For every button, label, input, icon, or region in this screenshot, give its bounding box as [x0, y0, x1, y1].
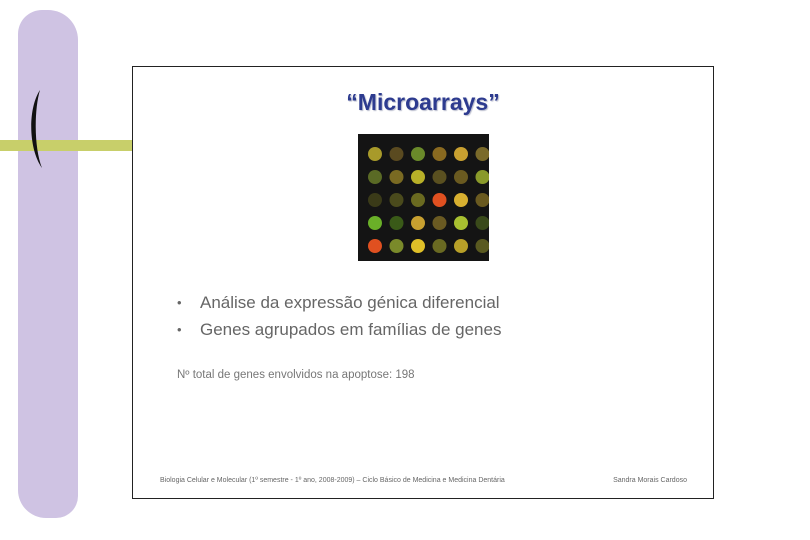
decorative-green-line: [0, 140, 132, 151]
microarray-spot: [476, 193, 490, 207]
microarray-spot: [433, 193, 447, 207]
microarray-spot: [390, 193, 404, 207]
bullet-item: [177, 316, 501, 343]
microarray-spot: [476, 147, 490, 161]
microarray-spot: [476, 170, 490, 184]
slide-title: “Microarrays”: [346, 89, 500, 115]
microarray-spot: [390, 239, 404, 253]
microarray-spot: [368, 147, 382, 161]
slide: [132, 66, 714, 499]
microarray-spot: [476, 216, 490, 230]
bullet-marker: •: [177, 322, 182, 337]
microarray-spot: [454, 170, 468, 184]
microarray-spot: [368, 193, 382, 207]
microarray-spot: [454, 147, 468, 161]
microarray-spot: [454, 193, 468, 207]
bullet-text: Genes agrupados em famílias de genes: [200, 320, 502, 339]
microarray-spot: [411, 193, 425, 207]
microarray-spot: [411, 170, 425, 184]
decorative-lavender-band: [18, 10, 78, 518]
bracket-icon: [26, 88, 54, 170]
microarray-spot: [368, 216, 382, 230]
microarray-spot: [433, 239, 447, 253]
footer-author: Sandra Morais Cardoso: [613, 477, 687, 484]
microarray-spot: [390, 147, 404, 161]
microarray-spot: [411, 147, 425, 161]
microarray-spot: [433, 170, 447, 184]
microarray-spot: [411, 216, 425, 230]
microarray-spot: [411, 239, 425, 253]
microarray-spot: [390, 170, 404, 184]
bullet-list: [177, 289, 501, 343]
microarray-spot: [368, 170, 382, 184]
microarray-spot: [454, 216, 468, 230]
microarray-spot: [390, 216, 404, 230]
apoptosis-gene-count-note: Nº total de genes envolvidos na apoptose: 198: [177, 369, 415, 381]
microarray-spot: [476, 239, 490, 253]
bullet-text: Análise da expressão génica diferencial: [200, 293, 500, 312]
microarray-spots: [368, 147, 489, 253]
bullet-item: [177, 289, 501, 316]
microarray-spot: [433, 216, 447, 230]
microarray-spot: [454, 239, 468, 253]
microarray-image: [358, 134, 489, 261]
microarray-spot: [433, 147, 447, 161]
microarray-spot: [368, 239, 382, 253]
bullet-marker: •: [177, 295, 182, 310]
footer-course-info: Biologia Celular e Molecular (1º semestre - 1º ano, 2008-2009) – Ciclo Básico de Medicina e Medicina Dentária: [160, 477, 505, 484]
